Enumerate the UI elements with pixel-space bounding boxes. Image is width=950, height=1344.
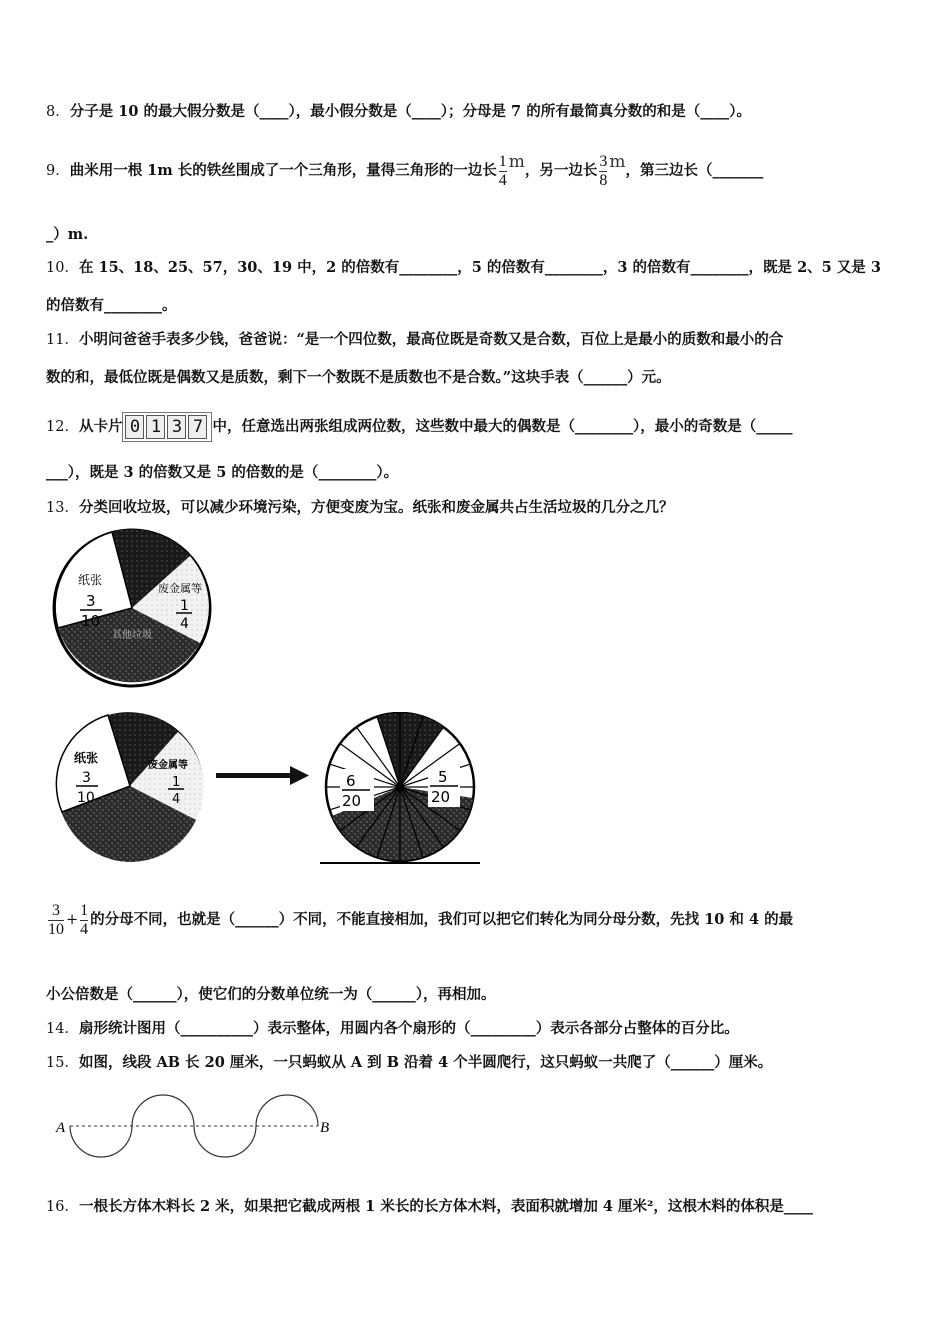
q16-text: 一根长方体木料长 2 米，如果把它截成两根 1 米长的长方体木料，表面积就增加 4 厘米²，这根木料的体积是____	[78, 1198, 813, 1215]
q11-continuation: 数的和，最低位既是偶数又是质数，剩下一个数既不是质数也不是合数。”这块手表（______）元。	[46, 369, 671, 386]
q9-fraction-2	[599, 153, 607, 190]
q8-number: 8．	[46, 104, 70, 120]
question-10	[46, 258, 881, 278]
expl-plus: +	[66, 912, 79, 928]
question-12	[46, 412, 792, 438]
q9-f2-numerator: 3	[599, 152, 608, 170]
q11-text: 小明问爸爸手表多少钱，爸爸说：“是一个四位数，最高位既是奇数又是合数，百位上是最小的质数和最小的合	[78, 331, 784, 348]
pie2-metal-label: 废金属等	[148, 760, 188, 771]
q14-number: 14．	[46, 1021, 79, 1037]
expl-fraction-1	[48, 902, 64, 939]
q9-text-c: ，第三边长（_______	[625, 162, 764, 179]
pie1-other-label: 其他垃圾	[112, 630, 152, 641]
pie2-metal-den: 4	[172, 792, 181, 807]
question-13	[46, 498, 673, 518]
question-8	[46, 102, 751, 122]
semicircle-diagram	[50, 1090, 340, 1165]
explanation-line	[46, 898, 793, 942]
card-1: 1	[146, 415, 165, 439]
expl-continuation: 小公倍数是（______），使它们的分数单位统一为（______），再相加。	[46, 986, 496, 1003]
pie3-left-den: 20	[342, 792, 362, 810]
q12-text-a: 从卡片	[78, 418, 123, 435]
q9-number: 9．	[46, 163, 70, 179]
q9-f2-denominator: 8	[599, 171, 608, 189]
expl-f2-denominator: 4	[80, 920, 89, 938]
pie-chart-3	[318, 712, 483, 867]
card-3: 3	[167, 415, 186, 439]
pie-chart-1	[50, 528, 220, 688]
expl-f1-numerator: 3	[52, 901, 60, 919]
question-15	[46, 1053, 772, 1073]
q10-continuation: 的倍数有________。	[46, 297, 177, 314]
pie1-metal-num: 1	[180, 598, 189, 614]
q12-number: 12．	[46, 419, 79, 435]
q15-number: 15．	[46, 1055, 79, 1071]
q14-text: 扇形统计图用（__________）表示整体，用圆内各个扇形的（_________）表示各部分占整体的百分比。	[78, 1020, 739, 1037]
pie1-paper-label: 纸张	[78, 573, 103, 587]
pie1-metal-den: 4	[180, 616, 189, 632]
question-11	[46, 330, 783, 350]
pie1-metal-label: 废金属等	[158, 582, 202, 595]
expl-f1-denominator: 10	[48, 920, 64, 938]
q9-f1-denominator: 4	[498, 171, 507, 189]
pie2-paper-den: 10	[77, 790, 95, 806]
q9-unit-1: m	[508, 152, 525, 172]
pie2-paper-num: 3	[82, 770, 91, 786]
q13-text: 分类回收垃圾，可以减少环境污染，方便变废为宝。纸张和废金属共占生活垃圾的几分之几？	[78, 499, 674, 516]
label-a: A	[56, 1120, 66, 1136]
question-14	[46, 1019, 739, 1039]
question-9	[46, 142, 764, 189]
q13-number: 13．	[46, 500, 79, 516]
pie3-right-num: 5	[438, 768, 448, 786]
q11-number: 11．	[46, 332, 79, 348]
q12-text-b: 中，任意选出两张组成两位数，这些数中最大的偶数是（________），最小的奇数是（_____	[212, 418, 793, 435]
pie2-paper-label: 纸张	[74, 751, 99, 765]
card-0: 0	[125, 415, 144, 439]
pie3-left-num: 6	[346, 772, 356, 790]
q9-text-a: 曲米用一根 1m 长的铁丝围成了一个三角形，量得三角形的一边长	[69, 162, 497, 179]
label-b: B	[320, 1120, 330, 1136]
q9-continuation: _）m.	[46, 226, 89, 243]
q15-text: 如图，线段 AB 长 20 厘米，一只蚂蚁从 A 到 B 沿着 4 个半圆爬行，这只蚂蚁一共爬了（______）厘米。	[78, 1054, 773, 1071]
q9-fraction-1	[499, 153, 507, 190]
pie-chart-2	[48, 712, 213, 862]
expl-text: 的分母不同，也就是（______）不同，不能直接相加，我们可以把它们转化为同分母分数，先找 10 和 4 的最	[90, 911, 794, 928]
pie3-right-den: 20	[431, 788, 451, 806]
q9-unit-2: m	[609, 152, 626, 172]
q16-number: 16．	[46, 1199, 79, 1215]
right-arrow-icon	[216, 765, 311, 787]
q9-f1-numerator: 1	[498, 152, 507, 170]
expl-f2-numerator: 1	[80, 901, 89, 919]
q8-text: 分子是 10 的最大假分数是（____），最小假分数是（____）；分母是 7 的所有最简真分数的和是（____）。	[69, 103, 751, 120]
expl-fraction-2	[80, 902, 88, 939]
pie2-metal-num: 1	[172, 775, 181, 790]
q10-text: 在 15、18、25、57，30、19 中，2 的倍数有________，5 的倍数有________，3 的倍数有________，既是 2、5 又是 3	[78, 259, 881, 276]
card-7: 7	[188, 415, 207, 439]
question-16	[46, 1197, 813, 1217]
pie1-paper-den: 10	[81, 612, 101, 630]
pie1-paper-num: 3	[86, 592, 96, 610]
q10-number: 10．	[46, 260, 79, 276]
number-cards	[122, 412, 212, 442]
q9-text-b: ，另一边长	[524, 162, 598, 179]
q12-continuation: ___），既是 3 的倍数又是 5 的倍数的是（________）。	[46, 464, 399, 481]
